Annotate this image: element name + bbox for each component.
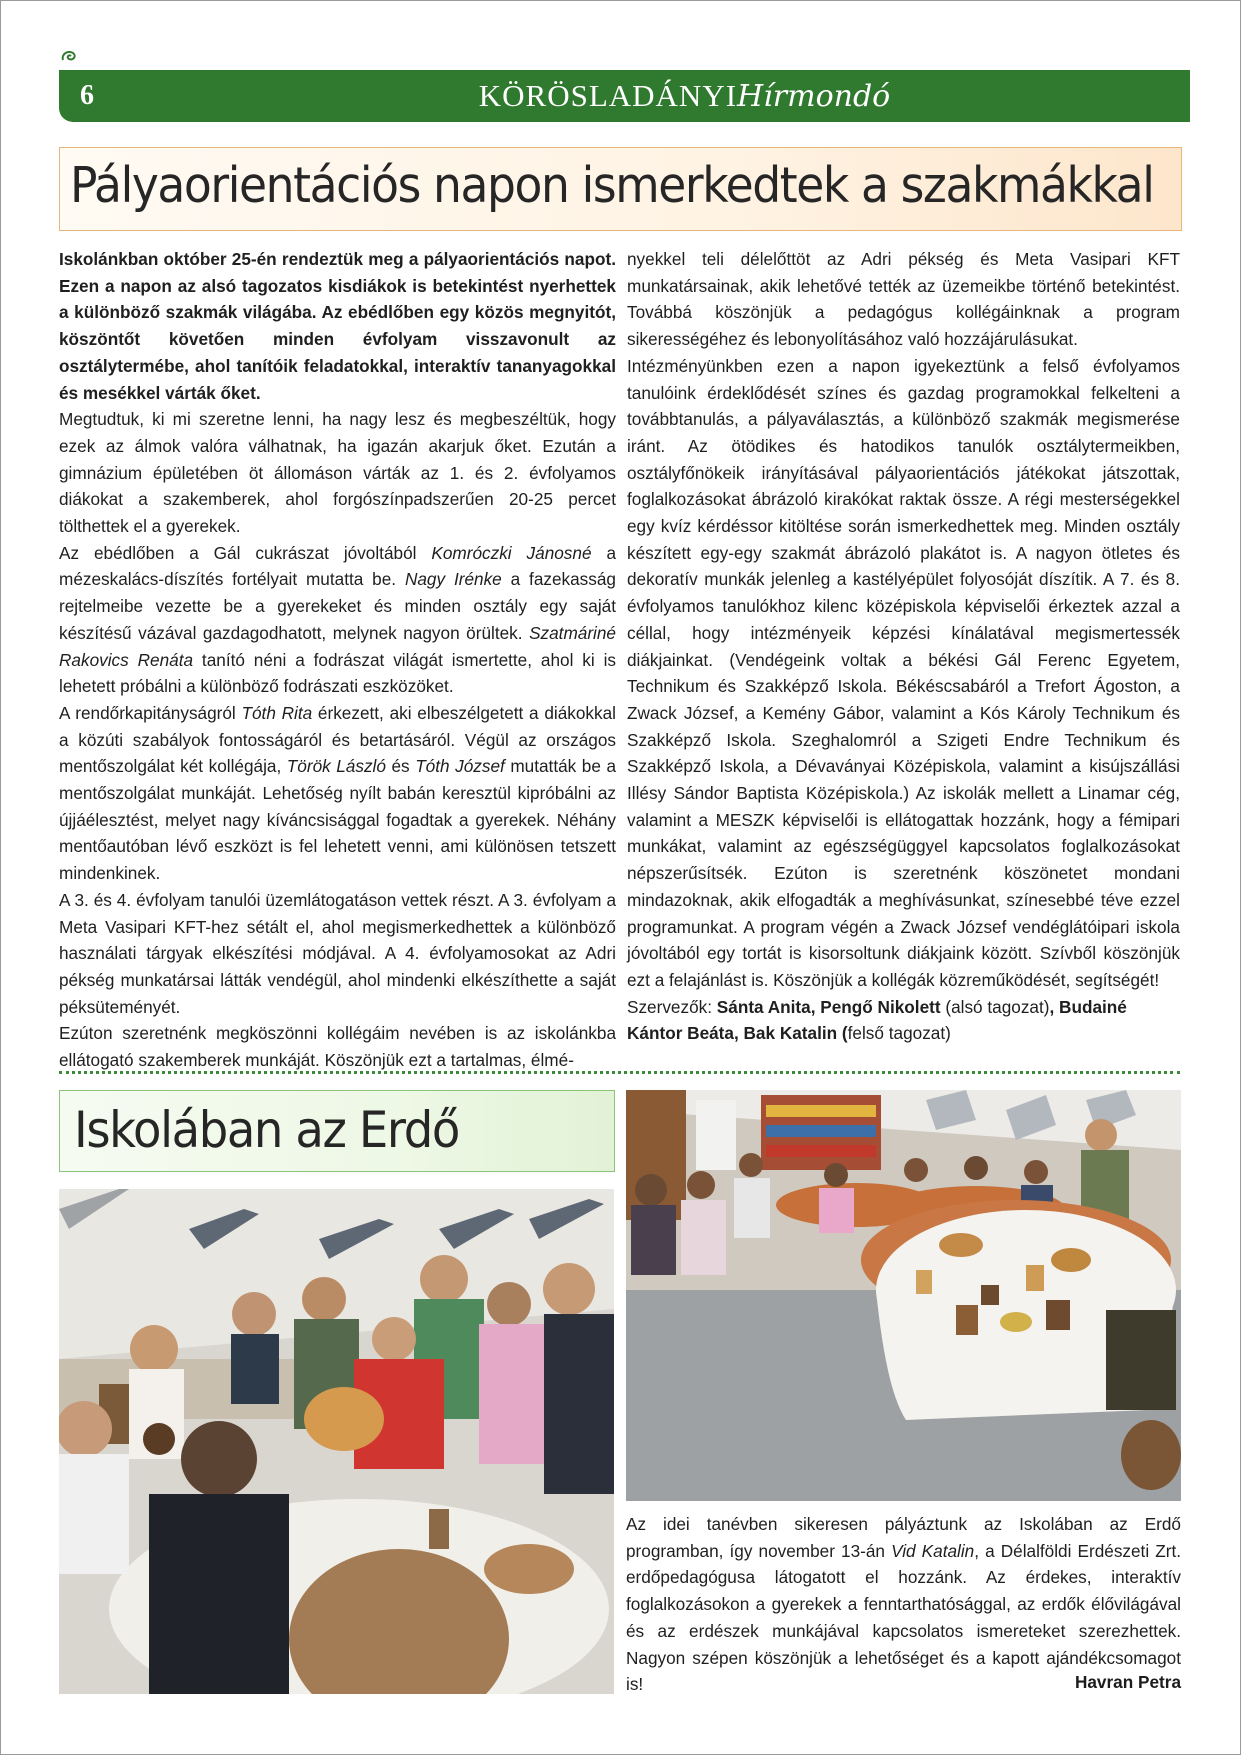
photo-library-table (626, 1090, 1181, 1501)
article2-paragraph (626, 1511, 1181, 1698)
masthead (119, 78, 1241, 114)
text-run: Az ebédlőben a Gál cukrászat jóvoltából (59, 542, 417, 563)
text-run: ( (841, 1023, 848, 1044)
organizer-names: Sánta Anita, Pengő Nikolett (716, 996, 941, 1017)
article1-paragraph: A 3. és 4. évfolyam tanulói üzemlátogatáson vettek részt. A 3. évfolyam a Meta Vasipari KFT-hez sétált el, ahol megismerkedhettek a különböző használati tárgyak elkészítési módjával. A 4. évfolyamosokat az Adri pékség munkatársai látták vendégül, ahol mindenki elkészíthette a saját péksüteményét. (59, 889, 616, 1017)
article1-paragraph (59, 700, 616, 887)
text-run: és (391, 756, 410, 777)
article1-paragraph (59, 540, 616, 700)
article1-paragraph: Ezúton szeretnénk megköszönni kollégáim nevében is az iskolánkba ellátogató szakemberek munkáját. Köszönjük ezt a tartalmas, élmé- (59, 1023, 616, 1071)
text-run: , a Délalföldi Erdészeti Zrt. erdőpedagógusa látogatott el hozzánk. Az érdekes, interaktív foglalkozásokon a gyerekek a fenntarthatósággal, az erdők élővilágával és az erdészek munkájával kapcsolatos ismereteket szerezhettek. Nagyon szépen köszönjük a lehetőséget és a kapott ajándékcsomagot is! (626, 1540, 1182, 1695)
text-run: a fazekasság rejtelmeibe vezette be a gyerekeket és minden osztály egy saját készítésű vázával gazdagodhatott, melynek nagyon örültek. (59, 569, 616, 643)
article1-paragraph: Megtudtuk, ki mi szeretne lenni, ha nagy lesz és megbeszéltük, hogy ezek az álmok valóra válhatnak, ha igazán akarjuk őket. Ezután a gimnázium épületében öt állomáson várták az 1. és 2. évfolyamos diákokat a szakemberek, ahol forgószínpadszerűen 20-25 percet tölthettek el a gyerekek. (59, 409, 616, 537)
text-run: felső tagozat) (847, 1023, 951, 1044)
person-name: Tóth Rita (241, 702, 313, 723)
page-number: 6 (80, 80, 94, 111)
article2-body (626, 1511, 1181, 1698)
section-divider (59, 1071, 1180, 1074)
text-run: tanító néni a fodrászat világát ismertette, ahol ki is lehetett próbálni a különböző fodrászati eszközöket. (59, 649, 616, 697)
text-run: Az idei tanévben sikeresen pályáztunk az Iskolában az Erdő programban, így november 13-án (626, 1514, 1181, 1561)
person-name: Nagy Irénke (404, 569, 502, 590)
article2-author: Havran Petra (1074, 1672, 1181, 1692)
ornament-swirl-icon (60, 48, 82, 66)
masthead-main: KÖRÖSLADÁNYI (478, 78, 738, 113)
text-run: mutatták be a mentőszolgálat munkáját. Lehetőség nyílt babán keresztül kipróbálni az újjáélesztést, melyet nagy kíváncsisággal fogadtak a gyerekek. Néhány mentőautóban lévő eszközt is fel lehetett venni, ami különösen tetszett mindenkinek. (59, 756, 617, 884)
text-run: a mézeskalács-díszítés fortélyait mutatta be. (59, 542, 617, 590)
article2-title-box (59, 1090, 615, 1172)
text-run: érkezett, aki elbeszélgetett a diákokkal a közúti szabályok fontosságáról és betartásáról. Végül az országos mentőszolgálat két kollégája, (59, 702, 616, 777)
person-name: Komróczki Jánosné (431, 542, 592, 563)
text-run: A rendőrkapitányságról (59, 702, 236, 723)
article1-paragraph: nyekkel teli délelőttöt az Adri pékség és Meta Vasipari KFT munkatársainak, akik lehetővé tették az üzemeikbe történő betekintést. Továbbá köszönjük a pedagógus kollégáinknak a program sikerességéhez és lebonyolításához való hozzájárulásukat. (627, 249, 1180, 350)
article1-title-box (59, 147, 1182, 231)
article1-column-2 (627, 246, 1180, 1047)
text-run: (alsó tagozat) (945, 996, 1050, 1017)
article1-column-1 (59, 246, 616, 1074)
organizers-label: Szervezők: (627, 996, 713, 1017)
person-name: Szatmáriné Rakovics Renáta (59, 622, 616, 670)
organizer-names: , Budainé Kántor Beáta, Bak Katalin (627, 996, 1127, 1044)
photo-children-at-table (59, 1189, 614, 1694)
article2-title: Iskolában az Erdő (74, 1101, 459, 1159)
person-name: Török László (286, 756, 386, 777)
organizers-line (627, 994, 1180, 1047)
article1-intro: Iskolánkban október 25-én rendeztük meg a pályaorientációs napot. Ezen a napon az alsó tagozatos kisdiákok is betekintést nyerhettek a különböző szakmák világába. Az ebédlőben egy közös megnyitót, köszöntőt követően minden évfolyam visszavonult az osztálytermébe, ahol tanítóik feladatokkal, interaktív tananyagokkal és mesékkel várták őket. (59, 249, 616, 403)
person-name: Tóth József (415, 756, 505, 777)
person-name: Vid Katalin (891, 1540, 975, 1561)
article1-paragraph: Intézményünkben ezen a napon igyekeztünk a felső évfolyamos tanulóink érdeklődését színes és gazdag programokkal felkelteni a továbbtanulás, a pályaválasztás, a különböző szakmák megismerése iránt. Az ötödikes és hatodikos tanulók osztálytermeikben, osztályfőnökeik irányításával pályaorientációs játékokat játszottak, foglalkozásokat ábrázoló kirakókat raktak össze. A régi mesterségekkel egy kvíz kérdéssor kitöltése során ismerkedhettek meg. Minden osztály készített egy-egy szakmát ábrázoló plakátot is. A nagyon ötletes és dekoratív munkák jelenleg a kastélyépület folyosóját díszítik. A 7. és 8. évfolyamos tanulókhoz kilenc középiskola képviselői érkeztek azzal a céllal, hogy intézményeik képzési kínálatával megismertessék diákjainkat. (Vendégeink voltak a békési Gál Ferenc Egyetem, Technikum és Szakképző Iskola. Békéscsabáról a Trefort Ágoston, a Zwack József, a Kemény Gábor, valamint a Kós Károly Technikum és Szakképző Iskola. Szeghalomról a Szigeti Endre Technikum és Szakképző Iskola, a Dévaványai Középiskola, valamint a kisújszállási Illésy Sándor Baptista Középiskola.) Az iskolák mellett a Linamar cég, valamint a MESZK képviselői is ellátogattak hozzánk, hogy a fémipari munkákat, valamint az egészségüggyel kapcsolatos foglalkozásokat népszerűsítsék. Ezúton is szeretnénk köszönetet mondani mindazoknak, akik elfogadták a meghívásunkat, színesebbé téve ezzel programunkat. A program végén a Zwack József vendéglátóipari iskola jóvoltából egy tortát is kisorsoltunk diákjaink között. Szívből köszönjük ezt a felajánlást is. Köszönjük a kollégák közreműködését, segítségét! (627, 355, 1180, 990)
masthead-script: Hírmondó (737, 79, 891, 114)
article1-title: Pályaorientációs napon ismerkedtek a szakmákkal (70, 157, 1154, 214)
